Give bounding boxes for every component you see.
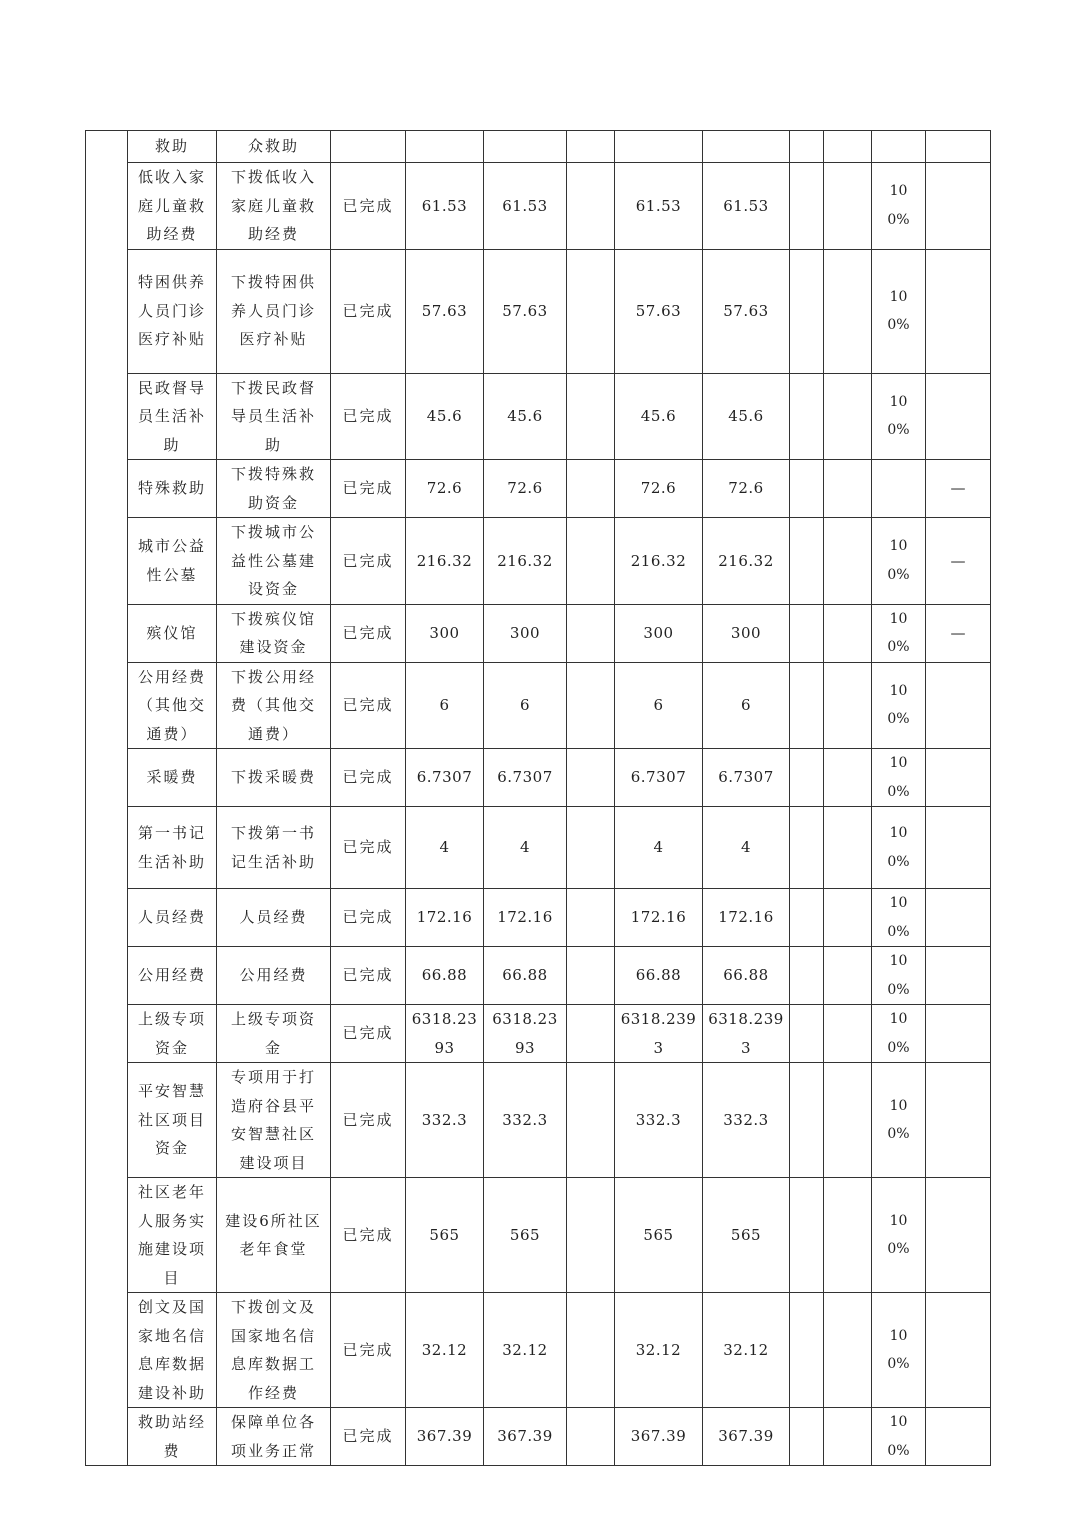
value-cell: 6.7307 — [406, 749, 484, 807]
table-row — [86, 1005, 991, 1063]
value-cell: 66.88 — [703, 947, 790, 1005]
project-content: 下拨特殊救助资金 — [217, 460, 331, 518]
project-content: 公用经费 — [217, 947, 331, 1005]
empty-cell — [790, 518, 824, 605]
empty-cell — [824, 163, 872, 250]
project-content: 下拨低收入家庭儿童救助经费 — [217, 163, 331, 250]
project-content: 下拨城市公益性公墓建设资金 — [217, 518, 331, 605]
value-cell: 72.6 — [406, 460, 484, 518]
value-cell: 4 — [406, 807, 484, 889]
empty-cell — [824, 1005, 872, 1063]
empty-cell — [824, 518, 872, 605]
value-cell: 565 — [703, 1178, 790, 1293]
percent-cell: 100% — [872, 373, 926, 460]
project-content: 专项用于打造府谷县平安智慧社区建设项目 — [217, 1063, 331, 1178]
value-cell: 172.16 — [703, 889, 790, 947]
note-cell — [926, 163, 991, 250]
percent-cell: 100% — [872, 889, 926, 947]
status-cell: 已完成 — [331, 373, 406, 460]
project-content: 下拨第一书记生活补助 — [217, 807, 331, 889]
empty-cell — [824, 1063, 872, 1178]
status-cell: 已完成 — [331, 604, 406, 662]
project-name: 社区老年人服务实施建设项目 — [128, 1178, 217, 1293]
value-cell: 66.88 — [615, 947, 703, 1005]
value-cell: 45.6 — [615, 373, 703, 460]
empty-cell — [567, 807, 615, 889]
empty-cell — [567, 460, 615, 518]
percent-cell: 100% — [872, 1063, 926, 1178]
value-cell: 72.6 — [615, 460, 703, 518]
value-cell: 4 — [615, 807, 703, 889]
value-cell: 61.53 — [615, 163, 703, 250]
table-row — [86, 662, 991, 749]
value-cell: 66.88 — [484, 947, 567, 1005]
value-cell: 45.6 — [406, 373, 484, 460]
status-cell: 已完成 — [331, 1178, 406, 1293]
value-cell — [703, 131, 790, 163]
percent-cell: 100% — [872, 947, 926, 1005]
value-cell: 6 — [615, 662, 703, 749]
value-cell: 4 — [484, 807, 567, 889]
percent-cell: 100% — [872, 1005, 926, 1063]
table-row — [86, 889, 991, 947]
note-cell — [926, 947, 991, 1005]
value-cell: 57.63 — [615, 249, 703, 373]
table-row — [86, 1408, 991, 1466]
empty-cell — [567, 749, 615, 807]
project-content: 下拨采暖费 — [217, 749, 331, 807]
value-cell: 72.6 — [484, 460, 567, 518]
empty-cell — [824, 889, 872, 947]
empty-cell — [567, 518, 615, 605]
value-cell: 61.53 — [703, 163, 790, 250]
value-cell: 45.6 — [484, 373, 567, 460]
project-content: 下拨殡仪馆建设资金 — [217, 604, 331, 662]
note-cell — [926, 749, 991, 807]
value-cell — [615, 131, 703, 163]
project-name: 低收入家庭儿童救助经费 — [128, 163, 217, 250]
status-cell: 已完成 — [331, 749, 406, 807]
project-content: 保障单位各项业务正常 — [217, 1408, 331, 1466]
value-cell: 367.39 — [406, 1408, 484, 1466]
value-cell: 332.3 — [406, 1063, 484, 1178]
value-cell: 565 — [406, 1178, 484, 1293]
value-cell: 565 — [615, 1178, 703, 1293]
value-cell: 6 — [406, 662, 484, 749]
project-content: 下拨创文及国家地名信息库数据工作经费 — [217, 1293, 331, 1408]
table-row — [86, 249, 991, 373]
note-cell: — — [926, 460, 991, 518]
value-cell: 332.3 — [484, 1063, 567, 1178]
empty-cell — [790, 947, 824, 1005]
empty-cell — [790, 807, 824, 889]
project-content: 众救助 — [217, 131, 331, 163]
percent-cell — [872, 460, 926, 518]
note-cell — [926, 662, 991, 749]
percent-cell: 100% — [872, 662, 926, 749]
table-row — [86, 373, 991, 460]
percent-cell: 100% — [872, 1408, 926, 1466]
empty-cell — [824, 460, 872, 518]
value-cell: 32.12 — [703, 1293, 790, 1408]
project-name: 采暖费 — [128, 749, 217, 807]
value-cell: 216.32 — [406, 518, 484, 605]
table-row — [86, 604, 991, 662]
value-cell: 300 — [703, 604, 790, 662]
value-cell: 6.7307 — [615, 749, 703, 807]
empty-cell — [567, 1063, 615, 1178]
table-row — [86, 749, 991, 807]
value-cell — [484, 131, 567, 163]
value-cell: 61.53 — [484, 163, 567, 250]
empty-cell — [824, 604, 872, 662]
project-name: 民政督导员生活补助 — [128, 373, 217, 460]
project-content: 下拨公用经费（其他交通费） — [217, 662, 331, 749]
empty-cell — [824, 131, 872, 163]
empty-cell — [790, 373, 824, 460]
empty-cell — [567, 947, 615, 1005]
value-cell: 332.3 — [703, 1063, 790, 1178]
empty-cell — [567, 163, 615, 250]
note-cell — [926, 1005, 991, 1063]
status-cell: 已完成 — [331, 518, 406, 605]
percent-cell — [872, 131, 926, 163]
empty-cell — [824, 807, 872, 889]
table-row — [86, 1293, 991, 1408]
note-cell — [926, 807, 991, 889]
value-cell: 367.39 — [615, 1408, 703, 1466]
value-cell: 367.39 — [703, 1408, 790, 1466]
empty-cell — [824, 749, 872, 807]
empty-cell — [824, 1408, 872, 1466]
empty-cell — [790, 1408, 824, 1466]
empty-cell — [790, 131, 824, 163]
project-content: 下拨民政督导员生活补助 — [217, 373, 331, 460]
empty-cell — [824, 662, 872, 749]
project-name: 救助站经费 — [128, 1408, 217, 1466]
project-content: 人员经费 — [217, 889, 331, 947]
project-name: 上级专项资金 — [128, 1005, 217, 1063]
empty-cell — [790, 249, 824, 373]
value-cell: 216.32 — [484, 518, 567, 605]
value-cell: 6.7307 — [703, 749, 790, 807]
value-cell: 6318.2393 — [484, 1005, 567, 1063]
value-cell: 61.53 — [406, 163, 484, 250]
value-cell: 565 — [484, 1178, 567, 1293]
project-name: 第一书记生活补助 — [128, 807, 217, 889]
table-row — [86, 1063, 991, 1178]
note-cell: — — [926, 604, 991, 662]
note-cell — [926, 1178, 991, 1293]
project-name: 平安智慧社区项目资金 — [128, 1063, 217, 1178]
value-cell: 300 — [406, 604, 484, 662]
note-cell — [926, 373, 991, 460]
empty-cell — [824, 249, 872, 373]
empty-cell — [790, 889, 824, 947]
empty-cell — [790, 749, 824, 807]
empty-cell — [567, 131, 615, 163]
value-cell: 57.63 — [484, 249, 567, 373]
empty-cell — [567, 1293, 615, 1408]
value-cell: 57.63 — [703, 249, 790, 373]
value-cell: 4 — [703, 807, 790, 889]
note-cell: — — [926, 518, 991, 605]
status-cell: 已完成 — [331, 249, 406, 373]
empty-cell — [824, 1178, 872, 1293]
value-cell: 45.6 — [703, 373, 790, 460]
value-cell: 72.6 — [703, 460, 790, 518]
project-content: 下拨特困供养人员门诊医疗补贴 — [217, 249, 331, 373]
empty-cell — [567, 662, 615, 749]
project-name: 特殊救助 — [128, 460, 217, 518]
empty-cell — [790, 460, 824, 518]
percent-cell: 100% — [872, 807, 926, 889]
empty-cell — [790, 662, 824, 749]
empty-cell — [567, 889, 615, 947]
table-row — [86, 163, 991, 250]
percent-cell: 100% — [872, 518, 926, 605]
value-cell: 6 — [703, 662, 790, 749]
project-table — [85, 130, 991, 1466]
table-row — [86, 131, 991, 163]
note-cell — [926, 1063, 991, 1178]
empty-cell — [790, 1063, 824, 1178]
value-cell: 6.7307 — [484, 749, 567, 807]
note-cell — [926, 131, 991, 163]
project-name: 人员经费 — [128, 889, 217, 947]
project-name: 特困供养人员门诊医疗补贴 — [128, 249, 217, 373]
empty-cell — [567, 1005, 615, 1063]
value-cell: 300 — [484, 604, 567, 662]
empty-cell — [567, 249, 615, 373]
status-cell: 已完成 — [331, 662, 406, 749]
value-cell: 6 — [484, 662, 567, 749]
note-cell — [926, 249, 991, 373]
project-name: 公用经费（其他交通费） — [128, 662, 217, 749]
value-cell: 57.63 — [406, 249, 484, 373]
empty-cell — [824, 1293, 872, 1408]
project-content: 上级专项资金 — [217, 1005, 331, 1063]
table-row — [86, 1178, 991, 1293]
table-row — [86, 460, 991, 518]
value-cell: 332.3 — [615, 1063, 703, 1178]
value-cell: 32.12 — [484, 1293, 567, 1408]
status-cell: 已完成 — [331, 163, 406, 250]
empty-cell — [790, 163, 824, 250]
status-cell: 已完成 — [331, 889, 406, 947]
value-cell: 216.32 — [703, 518, 790, 605]
value-cell: 367.39 — [484, 1408, 567, 1466]
status-cell: 已完成 — [331, 460, 406, 518]
status-cell — [331, 131, 406, 163]
empty-cell — [567, 373, 615, 460]
percent-cell: 100% — [872, 604, 926, 662]
value-cell: 172.16 — [484, 889, 567, 947]
value-cell: 32.12 — [615, 1293, 703, 1408]
empty-cell — [567, 604, 615, 662]
project-name: 城市公益性公墓 — [128, 518, 217, 605]
percent-cell: 100% — [872, 249, 926, 373]
project-name: 救助 — [128, 131, 217, 163]
value-cell: 6318.2393 — [406, 1005, 484, 1063]
status-cell: 已完成 — [331, 807, 406, 889]
status-cell: 已完成 — [331, 1005, 406, 1063]
empty-cell — [567, 1408, 615, 1466]
empty-cell — [790, 1178, 824, 1293]
value-cell: 6318.2393 — [615, 1005, 703, 1063]
project-name: 创文及国家地名信息库数据建设补助 — [128, 1293, 217, 1408]
value-cell: 300 — [615, 604, 703, 662]
empty-cell — [790, 604, 824, 662]
table-row — [86, 947, 991, 1005]
note-cell — [926, 1408, 991, 1466]
value-cell: 32.12 — [406, 1293, 484, 1408]
empty-cell — [790, 1293, 824, 1408]
value-cell: 172.16 — [406, 889, 484, 947]
note-cell — [926, 1293, 991, 1408]
project-name: 殡仪馆 — [128, 604, 217, 662]
table-row — [86, 518, 991, 605]
project-content: 建设6所社区老年食堂 — [217, 1178, 331, 1293]
empty-cell — [824, 373, 872, 460]
note-cell — [926, 889, 991, 947]
empty-cell — [824, 947, 872, 1005]
table-row — [86, 807, 991, 889]
value-cell: 172.16 — [615, 889, 703, 947]
status-cell: 已完成 — [331, 1408, 406, 1466]
percent-cell: 100% — [872, 749, 926, 807]
status-cell: 已完成 — [331, 947, 406, 1005]
percent-cell: 100% — [872, 1178, 926, 1293]
value-cell: 216.32 — [615, 518, 703, 605]
project-name: 公用经费 — [128, 947, 217, 1005]
value-cell: 66.88 — [406, 947, 484, 1005]
status-cell: 已完成 — [331, 1063, 406, 1178]
empty-cell — [567, 1178, 615, 1293]
category-cell — [86, 131, 128, 1466]
percent-cell: 100% — [872, 1293, 926, 1408]
percent-cell: 100% — [872, 163, 926, 250]
value-cell — [406, 131, 484, 163]
value-cell: 6318.2393 — [703, 1005, 790, 1063]
status-cell: 已完成 — [331, 1293, 406, 1408]
empty-cell — [790, 1005, 824, 1063]
